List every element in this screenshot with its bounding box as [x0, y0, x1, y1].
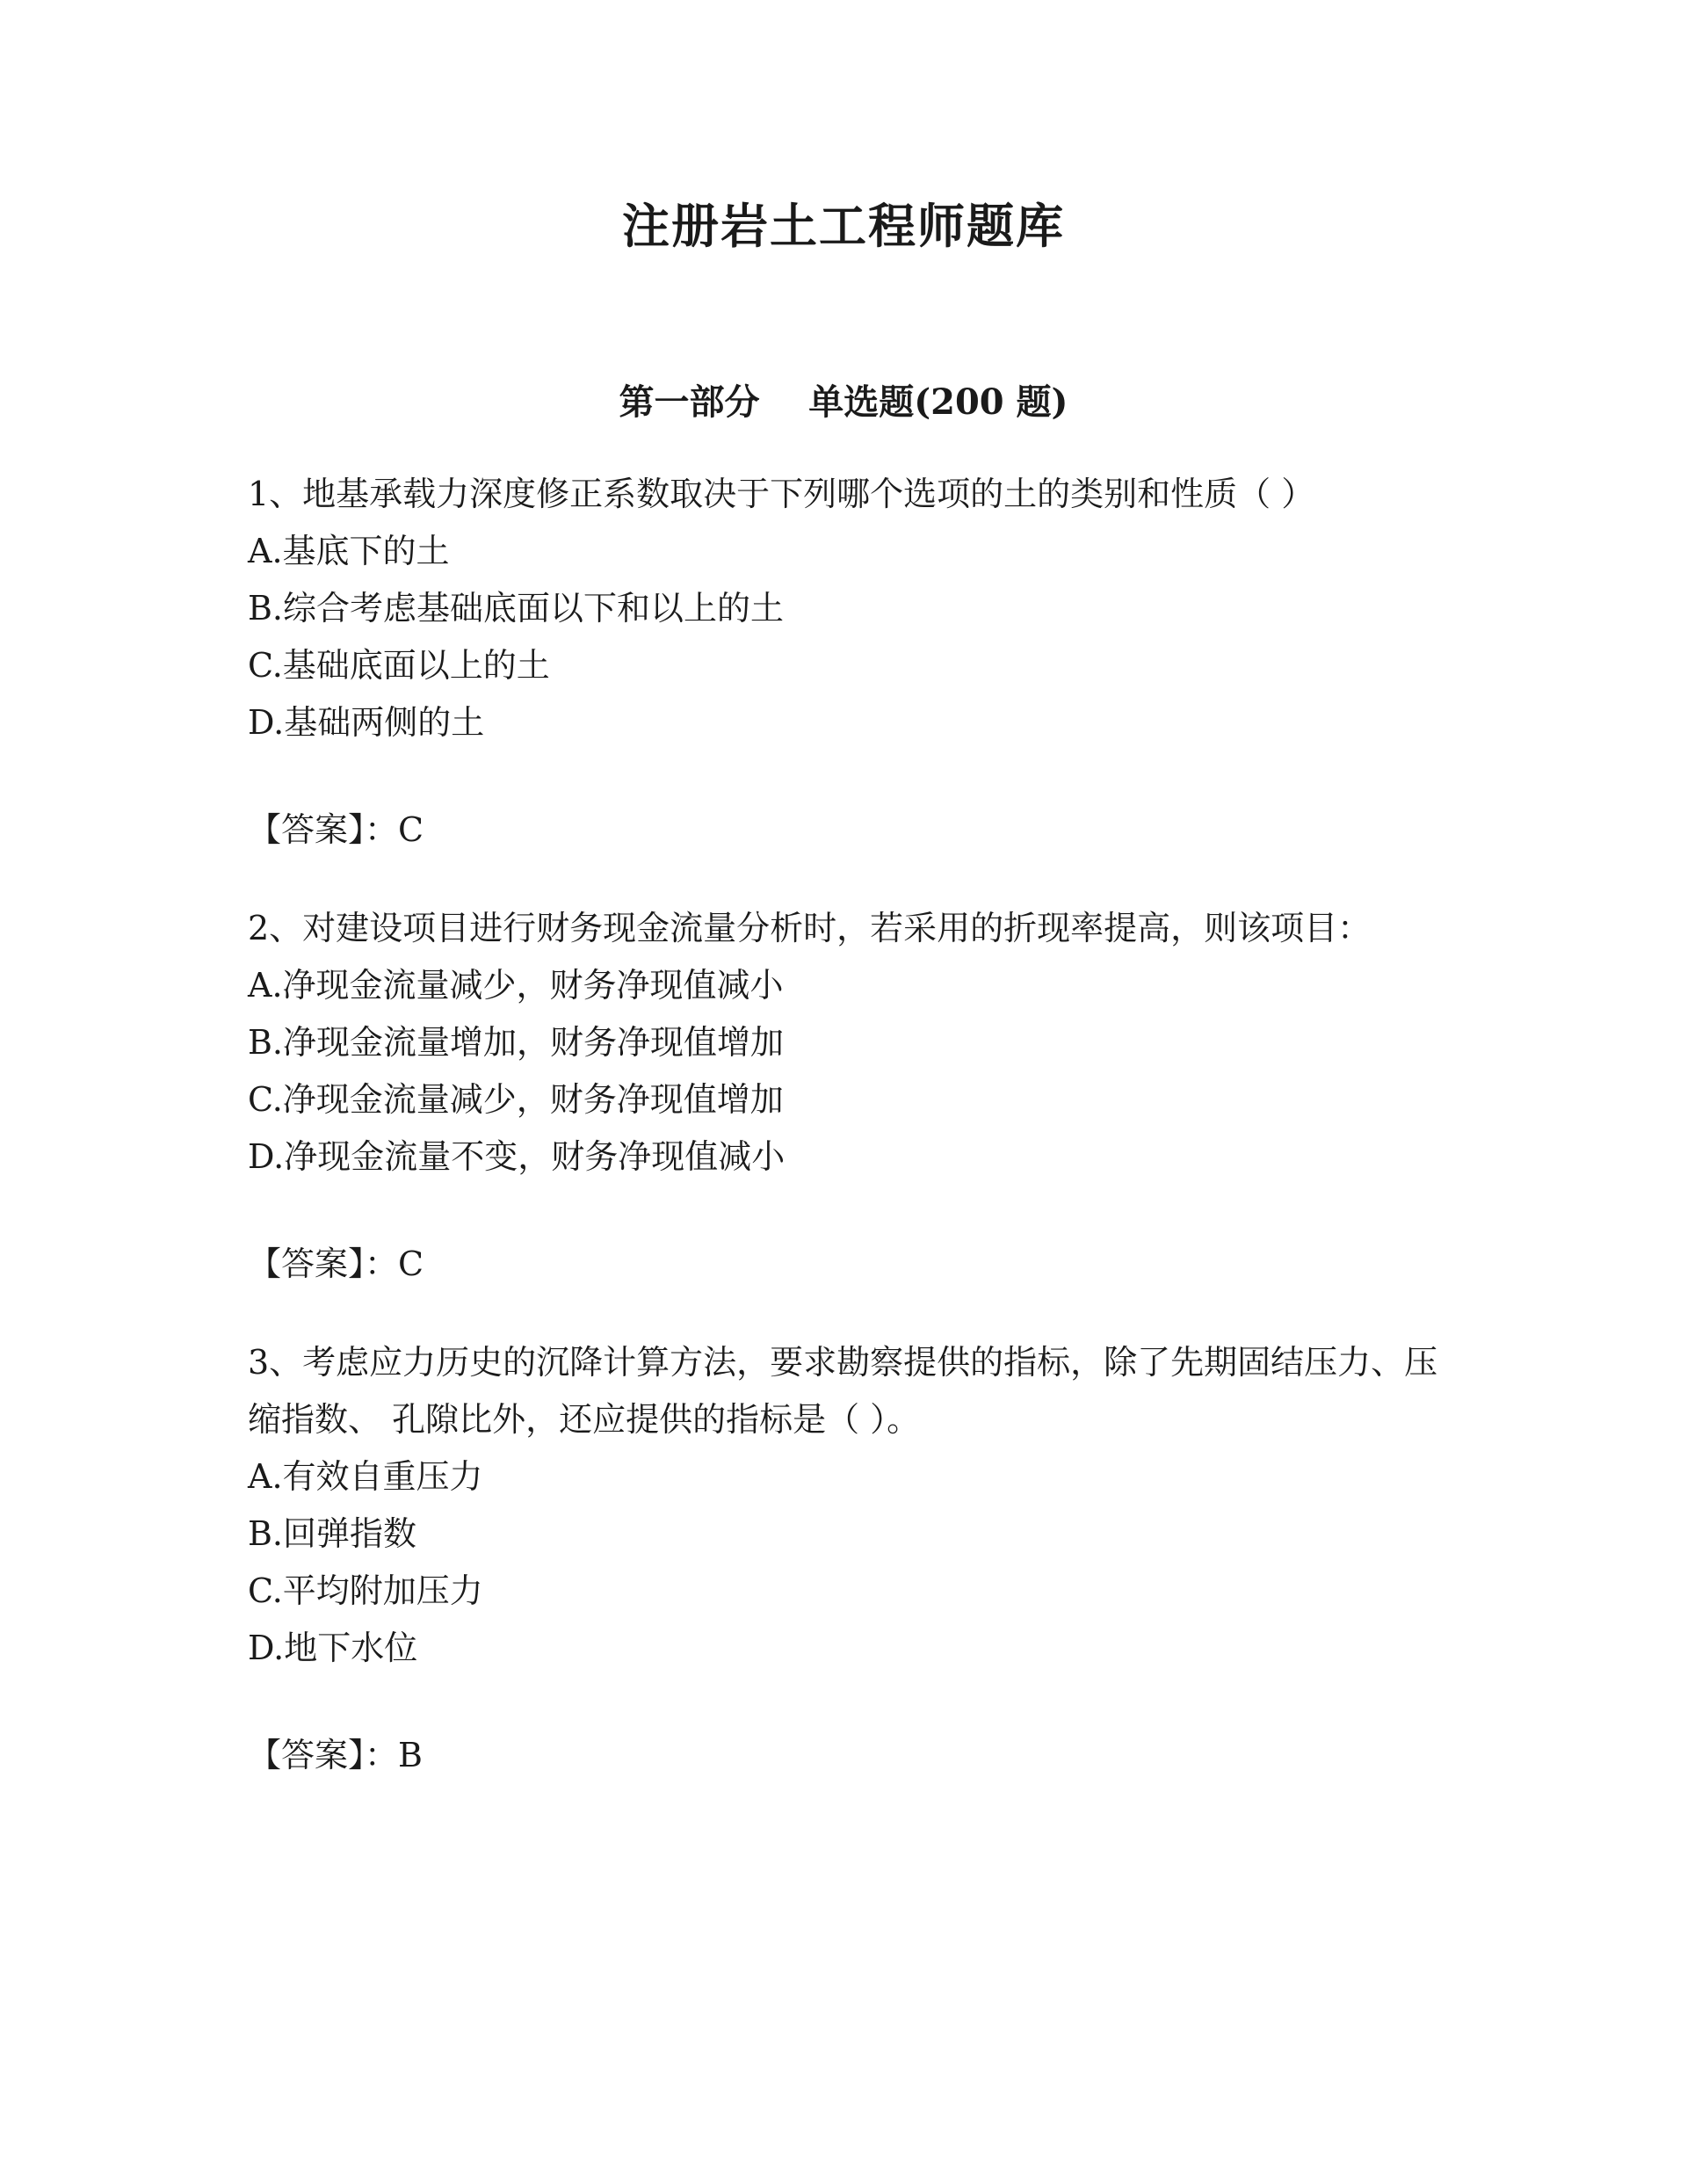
- question-option-c: C.平均附加压力: [248, 1571, 483, 1610]
- question-item: [248, 1334, 1443, 1784]
- section-title: 第一部分 单选题(200 题): [619, 381, 1068, 423]
- question-item: [248, 900, 1443, 1293]
- question-option-b: B.净现金流量增加，财务净现值增加: [248, 1023, 785, 1062]
- question-option-c: C.净现金流量减少，财务净现值增加: [248, 1080, 784, 1119]
- question-stem: 2、对建设项目进行财务现金流量分析时，若采用的折现率提高，则该项目：: [248, 909, 1372, 947]
- question-option-d: D.净现金流量不变，财务净现值减小: [248, 1137, 786, 1176]
- question-option-d: D.地下水位: [248, 1629, 418, 1667]
- question-stem: 1、地基承载力深度修正系数取决于下列哪个选项的土的类别和性质（ ）: [248, 475, 1315, 513]
- question-answer: 【答案】：B: [248, 1736, 423, 1774]
- question-option-a: A.有效自重压力: [248, 1457, 483, 1496]
- question-option-b: B.综合考虑基础底面以下和以上的土: [248, 589, 785, 628]
- document-title: 注册岩土工程师题库: [622, 198, 1065, 254]
- question-answer: 【答案】：C: [248, 1244, 424, 1283]
- question-option-c: C.基础底面以上的土: [248, 646, 550, 685]
- question-list: [248, 466, 1443, 1825]
- question-item: [248, 466, 1443, 859]
- question-option-a: A.基底下的土: [248, 532, 450, 570]
- question-answer: 【答案】：C: [248, 810, 424, 849]
- question-stem: 3、考虑应力历史的沉降计算方法，要求勘察提供的指标，除了先期固结压力、压缩指数、 孔隙比外，还应提供的指标是（ ）。: [248, 1343, 1438, 1439]
- question-option-b: B.回弹指数: [248, 1514, 417, 1553]
- question-option-d: D.基础两侧的土: [248, 703, 485, 742]
- question-option-a: A.净现金流量减少，财务净现值减小: [248, 966, 784, 1005]
